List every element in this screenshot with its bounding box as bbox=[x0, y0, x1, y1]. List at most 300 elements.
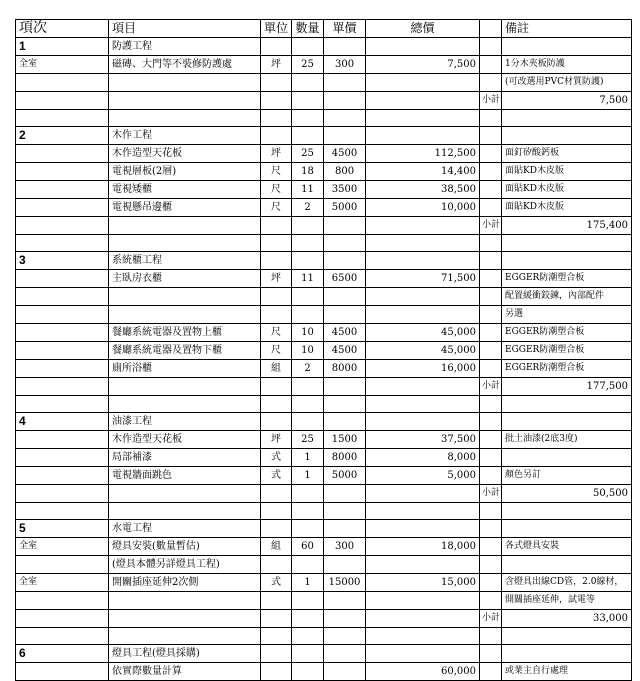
cell-price bbox=[324, 306, 366, 324]
cell-item-no bbox=[16, 110, 109, 127]
cell-unit bbox=[261, 503, 292, 520]
cell-item-no bbox=[16, 378, 109, 396]
cell-item-no bbox=[16, 467, 109, 485]
cell-price bbox=[324, 645, 366, 663]
cell-unit: 尺 bbox=[261, 181, 292, 199]
cell-item: 電視矮櫃 bbox=[109, 181, 261, 199]
cell-qty: 2 bbox=[292, 199, 324, 217]
cell-qty: 11 bbox=[292, 181, 324, 199]
cell-unit: 式 bbox=[261, 467, 292, 485]
table-row bbox=[16, 127, 632, 145]
cell-price bbox=[324, 413, 366, 431]
cell-note: 面貼KD木皮版 bbox=[502, 181, 632, 199]
cell-price: 800 bbox=[324, 163, 366, 181]
cell-subtotal-label bbox=[480, 467, 502, 485]
cell-note bbox=[502, 252, 632, 270]
cell-total bbox=[366, 92, 480, 110]
cell-note: (可改選用PVC材質防護) bbox=[502, 74, 632, 92]
cell-item: 主臥房衣櫃 bbox=[109, 270, 261, 288]
cell-price bbox=[324, 217, 366, 235]
cell-unit bbox=[261, 610, 292, 628]
cell-unit bbox=[261, 306, 292, 324]
cell-unit bbox=[261, 645, 292, 663]
cell-qty bbox=[292, 235, 324, 252]
cell-total bbox=[366, 252, 480, 270]
cell-unit: 尺 bbox=[261, 199, 292, 217]
cell-item: (燈具本體另詳燈具工程) bbox=[109, 556, 261, 574]
cell-subtotal-label bbox=[480, 127, 502, 145]
cell-subtotal-label bbox=[480, 306, 502, 324]
cell-item-no bbox=[16, 503, 109, 520]
cell-total: 10,000 bbox=[366, 199, 480, 217]
header-note: 備註 bbox=[502, 20, 632, 38]
cell-total: 45,000 bbox=[366, 324, 480, 342]
cell-price bbox=[324, 520, 366, 538]
cell-item-no bbox=[16, 306, 109, 324]
cell-note: 33,000 bbox=[502, 610, 632, 628]
cell-qty: 60 bbox=[292, 538, 324, 556]
cell-qty: 2 bbox=[292, 360, 324, 378]
cell-note: 面釘矽酸鈣板 bbox=[502, 145, 632, 163]
cell-qty bbox=[292, 127, 324, 145]
table-row bbox=[16, 431, 632, 449]
cell-note: 各式燈具安裝 bbox=[502, 538, 632, 556]
cell-subtotal-label bbox=[480, 396, 502, 413]
cell-price: 8000 bbox=[324, 449, 366, 467]
cell-qty bbox=[292, 38, 324, 56]
cell-subtotal-label bbox=[480, 324, 502, 342]
cell-note bbox=[502, 127, 632, 145]
cell-note: EGGER防潮塑合板 bbox=[502, 360, 632, 378]
cell-qty: 10 bbox=[292, 342, 324, 360]
cell-subtotal-label bbox=[480, 503, 502, 520]
table-row bbox=[16, 520, 632, 538]
cell-note bbox=[502, 413, 632, 431]
cell-total bbox=[366, 38, 480, 56]
cell-total: 18,000 bbox=[366, 538, 480, 556]
cell-qty bbox=[292, 413, 324, 431]
cell-total bbox=[366, 127, 480, 145]
cell-unit bbox=[261, 520, 292, 538]
table-row bbox=[16, 556, 632, 574]
table-row bbox=[16, 288, 632, 306]
cell-total bbox=[366, 628, 480, 645]
cell-note: 開關插座延伸，試電等 bbox=[502, 592, 632, 610]
cell-item bbox=[109, 592, 261, 610]
header-price: 單價 bbox=[324, 20, 366, 38]
cell-price bbox=[324, 110, 366, 127]
cell-unit bbox=[261, 485, 292, 503]
table-row bbox=[16, 503, 632, 520]
cell-item: 開關插座延伸2次側 bbox=[109, 574, 261, 592]
cell-subtotal-label: 小計 bbox=[480, 610, 502, 628]
cell-item-no: 2 bbox=[16, 127, 109, 145]
cell-note bbox=[502, 520, 632, 538]
cell-item-no bbox=[16, 217, 109, 235]
header-total: 總價 bbox=[366, 20, 480, 38]
cell-item bbox=[109, 485, 261, 503]
cell-unit: 坪 bbox=[261, 56, 292, 74]
cell-unit bbox=[261, 556, 292, 574]
cell-item: 系統櫃工程 bbox=[109, 252, 261, 270]
table-row bbox=[16, 306, 632, 324]
cell-subtotal-label bbox=[480, 56, 502, 74]
cell-item-no: 3 bbox=[16, 252, 109, 270]
cell-qty: 18 bbox=[292, 163, 324, 181]
cell-item-no bbox=[16, 92, 109, 110]
cell-price: 3500 bbox=[324, 181, 366, 199]
cell-item bbox=[109, 288, 261, 306]
cell-item: 電視懸吊邊櫃 bbox=[109, 199, 261, 217]
cell-unit bbox=[261, 217, 292, 235]
cell-price: 5000 bbox=[324, 467, 366, 485]
cell-qty bbox=[292, 556, 324, 574]
cell-total: 37,500 bbox=[366, 431, 480, 449]
cell-unit: 式 bbox=[261, 574, 292, 592]
cell-unit bbox=[261, 235, 292, 252]
table-row bbox=[16, 360, 632, 378]
table-row bbox=[16, 628, 632, 645]
cell-item: 電視層板(2層) bbox=[109, 163, 261, 181]
table-row bbox=[16, 538, 632, 556]
cell-qty: 1 bbox=[292, 574, 324, 592]
cell-price: 300 bbox=[324, 538, 366, 556]
cell-subtotal-label bbox=[480, 556, 502, 574]
cell-unit bbox=[261, 288, 292, 306]
cell-qty bbox=[292, 92, 324, 110]
table-row bbox=[16, 235, 632, 252]
cell-subtotal-label: 小計 bbox=[480, 92, 502, 110]
cell-subtotal-label bbox=[480, 449, 502, 467]
cell-price bbox=[324, 628, 366, 645]
cell-note bbox=[502, 449, 632, 467]
cell-note: 含燈具出線CD管，2.0線材， bbox=[502, 574, 632, 592]
table-row bbox=[16, 74, 632, 92]
cell-note: 另選 bbox=[502, 306, 632, 324]
cell-item: 木作造型天花板 bbox=[109, 431, 261, 449]
cell-subtotal-label bbox=[480, 645, 502, 663]
cell-note: 或業主自行處理 bbox=[502, 663, 632, 681]
cell-item-no: 全室 bbox=[16, 538, 109, 556]
header-blank bbox=[480, 20, 502, 38]
table-row bbox=[16, 485, 632, 503]
table-row bbox=[16, 252, 632, 270]
quotation-table bbox=[15, 19, 632, 681]
cell-qty: 25 bbox=[292, 56, 324, 74]
cell-price: 4500 bbox=[324, 342, 366, 360]
cell-subtotal-label bbox=[480, 360, 502, 378]
header-qty: 數量 bbox=[292, 20, 324, 38]
cell-unit bbox=[261, 38, 292, 56]
cell-qty: 25 bbox=[292, 431, 324, 449]
cell-qty bbox=[292, 503, 324, 520]
cell-total bbox=[366, 217, 480, 235]
cell-note: 175,400 bbox=[502, 217, 632, 235]
cell-item-no bbox=[16, 199, 109, 217]
cell-note: EGGER防潮塑合板 bbox=[502, 342, 632, 360]
table-row bbox=[16, 378, 632, 396]
cell-total bbox=[366, 503, 480, 520]
cell-item: 木作工程 bbox=[109, 127, 261, 145]
cell-item-no bbox=[16, 610, 109, 628]
cell-qty bbox=[292, 610, 324, 628]
cell-item: 木作造型天花板 bbox=[109, 145, 261, 163]
cell-unit: 尺 bbox=[261, 342, 292, 360]
table-row bbox=[16, 56, 632, 74]
table-row bbox=[16, 610, 632, 628]
cell-unit bbox=[261, 378, 292, 396]
cell-item-no bbox=[16, 628, 109, 645]
table-row bbox=[16, 38, 632, 56]
cell-item-no: 5 bbox=[16, 520, 109, 538]
cell-price bbox=[324, 252, 366, 270]
cell-subtotal-label bbox=[480, 288, 502, 306]
cell-price: 5000 bbox=[324, 199, 366, 217]
cell-price: 8000 bbox=[324, 360, 366, 378]
cell-note: 批土油漆(2底3度) bbox=[502, 431, 632, 449]
cell-item: 廁所浴櫃 bbox=[109, 360, 261, 378]
cell-qty bbox=[292, 520, 324, 538]
cell-note bbox=[502, 38, 632, 56]
cell-subtotal-label bbox=[480, 181, 502, 199]
cell-item-no bbox=[16, 396, 109, 413]
cell-subtotal-label bbox=[480, 252, 502, 270]
cell-total: 38,500 bbox=[366, 181, 480, 199]
cell-total: 5,000 bbox=[366, 467, 480, 485]
cell-item bbox=[109, 503, 261, 520]
cell-price: 6500 bbox=[324, 270, 366, 288]
cell-price: 4500 bbox=[324, 324, 366, 342]
table-row bbox=[16, 217, 632, 235]
cell-subtotal-label bbox=[480, 538, 502, 556]
cell-total: 71,500 bbox=[366, 270, 480, 288]
cell-price bbox=[324, 38, 366, 56]
cell-item-no bbox=[16, 270, 109, 288]
cell-price bbox=[324, 485, 366, 503]
cell-total: 8,000 bbox=[366, 449, 480, 467]
cell-item-no bbox=[16, 592, 109, 610]
cell-item bbox=[109, 110, 261, 127]
cell-note: 面貼KD木皮版 bbox=[502, 199, 632, 217]
cell-item bbox=[109, 235, 261, 252]
table-row bbox=[16, 449, 632, 467]
cell-total bbox=[366, 378, 480, 396]
cell-unit bbox=[261, 396, 292, 413]
cell-total bbox=[366, 306, 480, 324]
cell-item-no bbox=[16, 324, 109, 342]
cell-qty bbox=[292, 485, 324, 503]
cell-total bbox=[366, 556, 480, 574]
cell-item bbox=[109, 217, 261, 235]
cell-item: 燈具安裝(數量暫估) bbox=[109, 538, 261, 556]
cell-unit: 坪 bbox=[261, 270, 292, 288]
cell-qty bbox=[292, 252, 324, 270]
cell-item-no bbox=[16, 556, 109, 574]
cell-note: 7,500 bbox=[502, 92, 632, 110]
cell-price bbox=[324, 610, 366, 628]
cell-total: 112,500 bbox=[366, 145, 480, 163]
cell-unit bbox=[261, 592, 292, 610]
cell-item bbox=[109, 610, 261, 628]
cell-total: 16,000 bbox=[366, 360, 480, 378]
cell-note: 配置緩衝鉸鍊，內部配件 bbox=[502, 288, 632, 306]
cell-subtotal-label bbox=[480, 145, 502, 163]
cell-price bbox=[324, 127, 366, 145]
cell-item-no bbox=[16, 235, 109, 252]
cell-total: 14,400 bbox=[366, 163, 480, 181]
cell-unit: 組 bbox=[261, 360, 292, 378]
cell-qty: 11 bbox=[292, 270, 324, 288]
cell-unit: 尺 bbox=[261, 324, 292, 342]
cell-item-no bbox=[16, 449, 109, 467]
cell-item-no bbox=[16, 145, 109, 163]
cell-total bbox=[366, 74, 480, 92]
table-row bbox=[16, 145, 632, 163]
cell-subtotal-label bbox=[480, 592, 502, 610]
cell-item-no bbox=[16, 288, 109, 306]
cell-unit bbox=[261, 74, 292, 92]
cell-total: 15,000 bbox=[366, 574, 480, 592]
cell-subtotal-label bbox=[480, 38, 502, 56]
cell-subtotal-label bbox=[480, 199, 502, 217]
cell-item-no bbox=[16, 163, 109, 181]
cell-item-no bbox=[16, 74, 109, 92]
cell-total bbox=[366, 235, 480, 252]
cell-price bbox=[324, 74, 366, 92]
cell-note: 面貼KD木皮版 bbox=[502, 163, 632, 181]
cell-subtotal-label bbox=[480, 110, 502, 127]
cell-total bbox=[366, 288, 480, 306]
cell-item: 水電工程 bbox=[109, 520, 261, 538]
cell-unit bbox=[261, 110, 292, 127]
cell-unit: 坪 bbox=[261, 145, 292, 163]
cell-price bbox=[324, 378, 366, 396]
cell-total bbox=[366, 520, 480, 538]
cell-qty bbox=[292, 645, 324, 663]
table-row bbox=[16, 592, 632, 610]
cell-qty: 1 bbox=[292, 449, 324, 467]
cell-item bbox=[109, 92, 261, 110]
cell-note bbox=[502, 645, 632, 663]
cell-item-no: 6 bbox=[16, 645, 109, 663]
cell-total: 60,000 bbox=[366, 663, 480, 681]
cell-qty bbox=[292, 288, 324, 306]
cell-total: 7,500 bbox=[366, 56, 480, 74]
cell-note: 顏色另訂 bbox=[502, 467, 632, 485]
cell-note bbox=[502, 110, 632, 127]
cell-price: 4500 bbox=[324, 145, 366, 163]
cell-price bbox=[324, 592, 366, 610]
cell-subtotal-label bbox=[480, 270, 502, 288]
cell-qty bbox=[292, 378, 324, 396]
cell-unit bbox=[261, 413, 292, 431]
cell-qty bbox=[292, 110, 324, 127]
cell-qty bbox=[292, 396, 324, 413]
header-item: 項目 bbox=[109, 20, 261, 38]
cell-item-no: 1 bbox=[16, 38, 109, 56]
cell-price bbox=[324, 396, 366, 413]
cell-item bbox=[109, 74, 261, 92]
cell-item: 油漆工程 bbox=[109, 413, 261, 431]
cell-item-no bbox=[16, 181, 109, 199]
cell-unit: 尺 bbox=[261, 163, 292, 181]
cell-qty bbox=[292, 306, 324, 324]
header-unit: 單位 bbox=[261, 20, 292, 38]
cell-item-no: 4 bbox=[16, 413, 109, 431]
cell-note: 50,500 bbox=[502, 485, 632, 503]
cell-item: 燈具工程(燈具採購) bbox=[109, 645, 261, 663]
header-item-no: 項次 bbox=[16, 20, 109, 38]
cell-subtotal-label: 小計 bbox=[480, 378, 502, 396]
cell-subtotal-label bbox=[480, 574, 502, 592]
cell-total: 45,000 bbox=[366, 342, 480, 360]
table-row bbox=[16, 110, 632, 127]
cell-item: 依實際數量計算 bbox=[109, 663, 261, 681]
cell-item-no: 全室 bbox=[16, 56, 109, 74]
cell-note: 177,500 bbox=[502, 378, 632, 396]
cell-price bbox=[324, 235, 366, 252]
cell-item bbox=[109, 628, 261, 645]
cell-total bbox=[366, 645, 480, 663]
cell-note bbox=[502, 235, 632, 252]
cell-qty bbox=[292, 592, 324, 610]
cell-total bbox=[366, 485, 480, 503]
table-row bbox=[16, 645, 632, 663]
cell-item: 磁磚、大門等不裝修防護處 bbox=[109, 56, 261, 74]
table-row bbox=[16, 396, 632, 413]
cell-unit bbox=[261, 628, 292, 645]
table-row bbox=[16, 92, 632, 110]
table-row bbox=[16, 413, 632, 431]
cell-qty bbox=[292, 217, 324, 235]
cell-subtotal-label: 小計 bbox=[480, 217, 502, 235]
table-row bbox=[16, 181, 632, 199]
cell-total bbox=[366, 396, 480, 413]
cell-qty: 25 bbox=[292, 145, 324, 163]
table-row bbox=[16, 270, 632, 288]
cell-note bbox=[502, 628, 632, 645]
cell-note: 1分木夾板防護 bbox=[502, 56, 632, 74]
cell-unit bbox=[261, 92, 292, 110]
cell-total bbox=[366, 110, 480, 127]
cell-note bbox=[502, 503, 632, 520]
cell-item-no: 全室 bbox=[16, 574, 109, 592]
cell-unit: 式 bbox=[261, 449, 292, 467]
cell-price bbox=[324, 288, 366, 306]
cell-subtotal-label bbox=[480, 235, 502, 252]
cell-note bbox=[502, 556, 632, 574]
cell-price bbox=[324, 556, 366, 574]
cell-subtotal-label bbox=[480, 342, 502, 360]
cell-subtotal-label: 小計 bbox=[480, 485, 502, 503]
cell-item-no bbox=[16, 431, 109, 449]
cell-price: 300 bbox=[324, 56, 366, 74]
header-row bbox=[16, 20, 632, 38]
table-row bbox=[16, 163, 632, 181]
cell-item: 局部補漆 bbox=[109, 449, 261, 467]
cell-item: 餐廳系統電器及置物下櫃 bbox=[109, 342, 261, 360]
table-row bbox=[16, 324, 632, 342]
table-row bbox=[16, 199, 632, 217]
cell-subtotal-label bbox=[480, 74, 502, 92]
cell-item: 電視牆面跳色 bbox=[109, 467, 261, 485]
cell-unit: 坪 bbox=[261, 431, 292, 449]
cell-item-no bbox=[16, 485, 109, 503]
cell-subtotal-label bbox=[480, 163, 502, 181]
cell-item bbox=[109, 396, 261, 413]
cell-unit bbox=[261, 127, 292, 145]
cell-subtotal-label bbox=[480, 431, 502, 449]
